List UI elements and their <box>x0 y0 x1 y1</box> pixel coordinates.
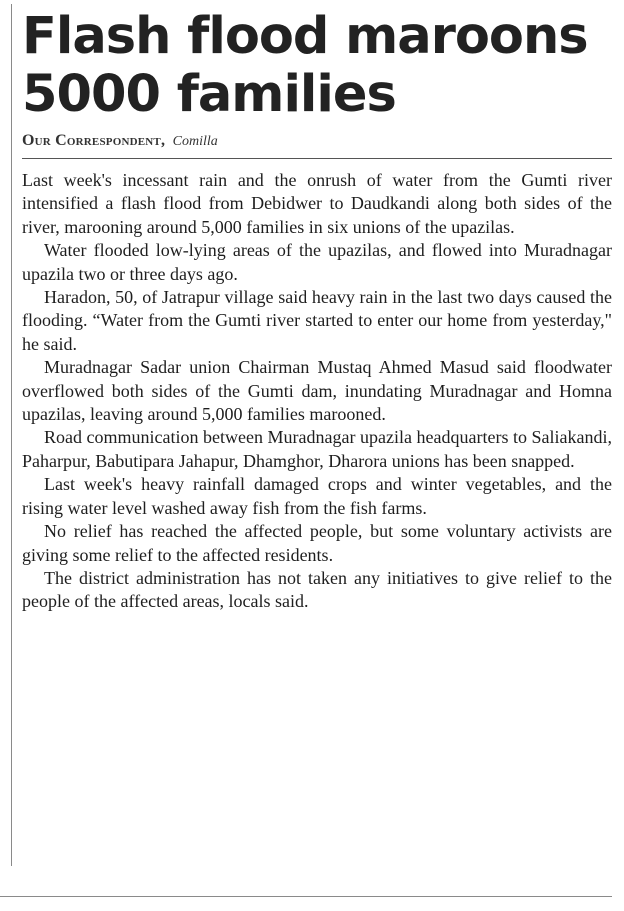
byline-author: Our Correspondent, <box>22 132 166 149</box>
paragraph: Last week's incessant rain and the onrush of water from the Gumti river intensified a flash flood from Debidwer to Daudkandi along both sides of the river, marooning around 5,000 families in six unions of the upazilas. <box>22 170 612 237</box>
paragraph: Road communication between Muradnagar upazila headquarters to Saliakandi, Paharpur, Babutipara Jahapur, Dhamghor, Dharora unions has been snapped. <box>22 427 612 471</box>
paragraph: Muradnagar Sadar union Chairman Mustaq Ahmed Masud said floodwater overflowed both sides of the Gumti dam, inundating Muradnagar and Homna upazilas, leaving around 5,000 families marooned. <box>22 357 612 425</box>
paragraph: The district administration has not taken any initiatives to give relief to the people of the affected areas, locals said. <box>22 567 612 612</box>
byline-location: Comilla <box>172 134 218 149</box>
headline: Flash flood maroons 5000 families <box>22 7 588 124</box>
column-rule-left <box>11 4 12 866</box>
column-rule-bottom <box>0 896 612 897</box>
paragraph: No relief has reached the affected people, but some voluntary activists are giving some relief to the affected residents. <box>22 521 612 565</box>
paragraph: Haradon, 50, of Jatrapur village said heavy rain in the last two days caused the flooding. “Water from the Gumti river started to enter our home from yesterday," he said. <box>22 287 612 354</box>
news-article <box>22 8 612 614</box>
paragraph: Water flooded low-lying areas of the upazilas, and flowed into Muradnagar upazila two or three days ago. <box>22 240 612 284</box>
paragraph: Last week's heavy rainfall damaged crops and winter vegetables, and the rising water level washed away fish from the fish farms. <box>22 474 612 518</box>
byline-divider <box>22 158 612 159</box>
byline <box>22 132 612 151</box>
article-body <box>22 169 612 614</box>
